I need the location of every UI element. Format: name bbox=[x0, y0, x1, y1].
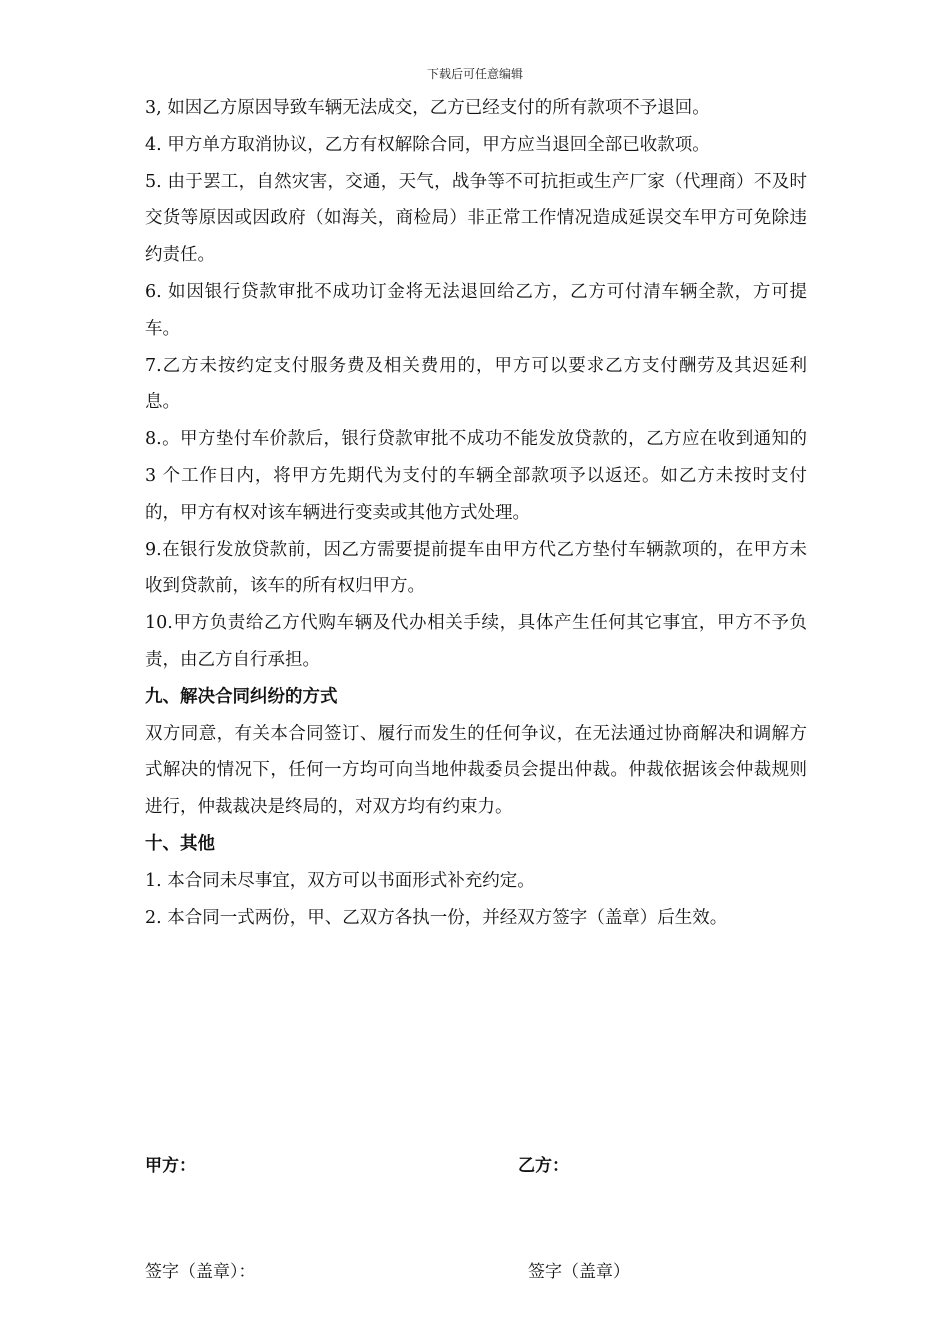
section-10-item-2: 2. 本合同一式两份，甲、乙双方各执一份，并经双方签字（盖章）后生效。 bbox=[145, 907, 728, 928]
clause-10: 10.甲方负责给乙方代购车辆及代办相关手续，具体产生任何其它事宜，甲方不予负责，由乙方自行承担。 bbox=[145, 613, 807, 670]
party-a-signature-line: 签字（盖章）： bbox=[145, 1262, 256, 1282]
party-b-label: 乙方： bbox=[518, 1156, 569, 1176]
clause-4: 4. 甲方单方取消协议，乙方有权解除合同，甲方应当退回全部已收款项。 bbox=[145, 134, 710, 155]
party-a-label: 甲方： bbox=[145, 1156, 196, 1176]
section-9-body: 双方同意，有关本合同签订、履行而发生的任何争议，在无法通过协商解决和调解方式解决的情况下，任何一方均可向当地仲裁委员会提出仲裁。仲裁依据该会仲裁规则进行，仲裁裁决是终局的，对双方均有约束力。 bbox=[145, 723, 807, 818]
clause-6: 6. 如因银行贷款审批不成功订金将无法退回给乙方，乙方可付清车辆全款，方可提车。 bbox=[145, 281, 807, 339]
page-header: 下载后可任意编辑 bbox=[426, 67, 523, 81]
section-10-item-1: 1. 本合同未尽事宜，双方可以书面形式补充约定。 bbox=[145, 870, 535, 891]
clause-8: 8.。甲方垫付车价款后，银行贷款审批不成功不能发放贷款的，乙方应在收到通知的 3 个工作日内，将甲方先期代为支付的车辆全部款项予以返还。如乙方未按时支付的，甲方有权对该车辆进行变卖或其他方式处理。 bbox=[145, 429, 807, 523]
clause-7: 7.乙方未按约定支付服务费及相关费用的，甲方可以要求乙方支付酬劳及其迟延利息。 bbox=[145, 355, 807, 413]
clause-9: 9.在银行发放贷款前，因乙方需要提前提车由甲方代乙方垫付车辆款项的，在甲方未收到贷款前，该车的所有权归甲方。 bbox=[145, 539, 807, 597]
section-10-heading: 十、其他 bbox=[145, 833, 215, 854]
clause-5: 5. 由于罢工，自然灾害，交通，天气，战争等不可抗拒或生产厂家（代理商）不及时交货等原因或因政府（如海关，商检局）非正常工作情况造成延误交车甲方可免除违约责任。 bbox=[145, 171, 807, 266]
contract-body bbox=[145, 90, 807, 936]
clause-3: 3, 如因乙方原因导致车辆无法成交，乙方已经支付的所有款项不予退回。 bbox=[145, 98, 710, 118]
party-b-signature-line: 签字（盖章） bbox=[528, 1262, 630, 1282]
section-9-heading: 九、解决合同纠纷的方式 bbox=[145, 686, 338, 707]
